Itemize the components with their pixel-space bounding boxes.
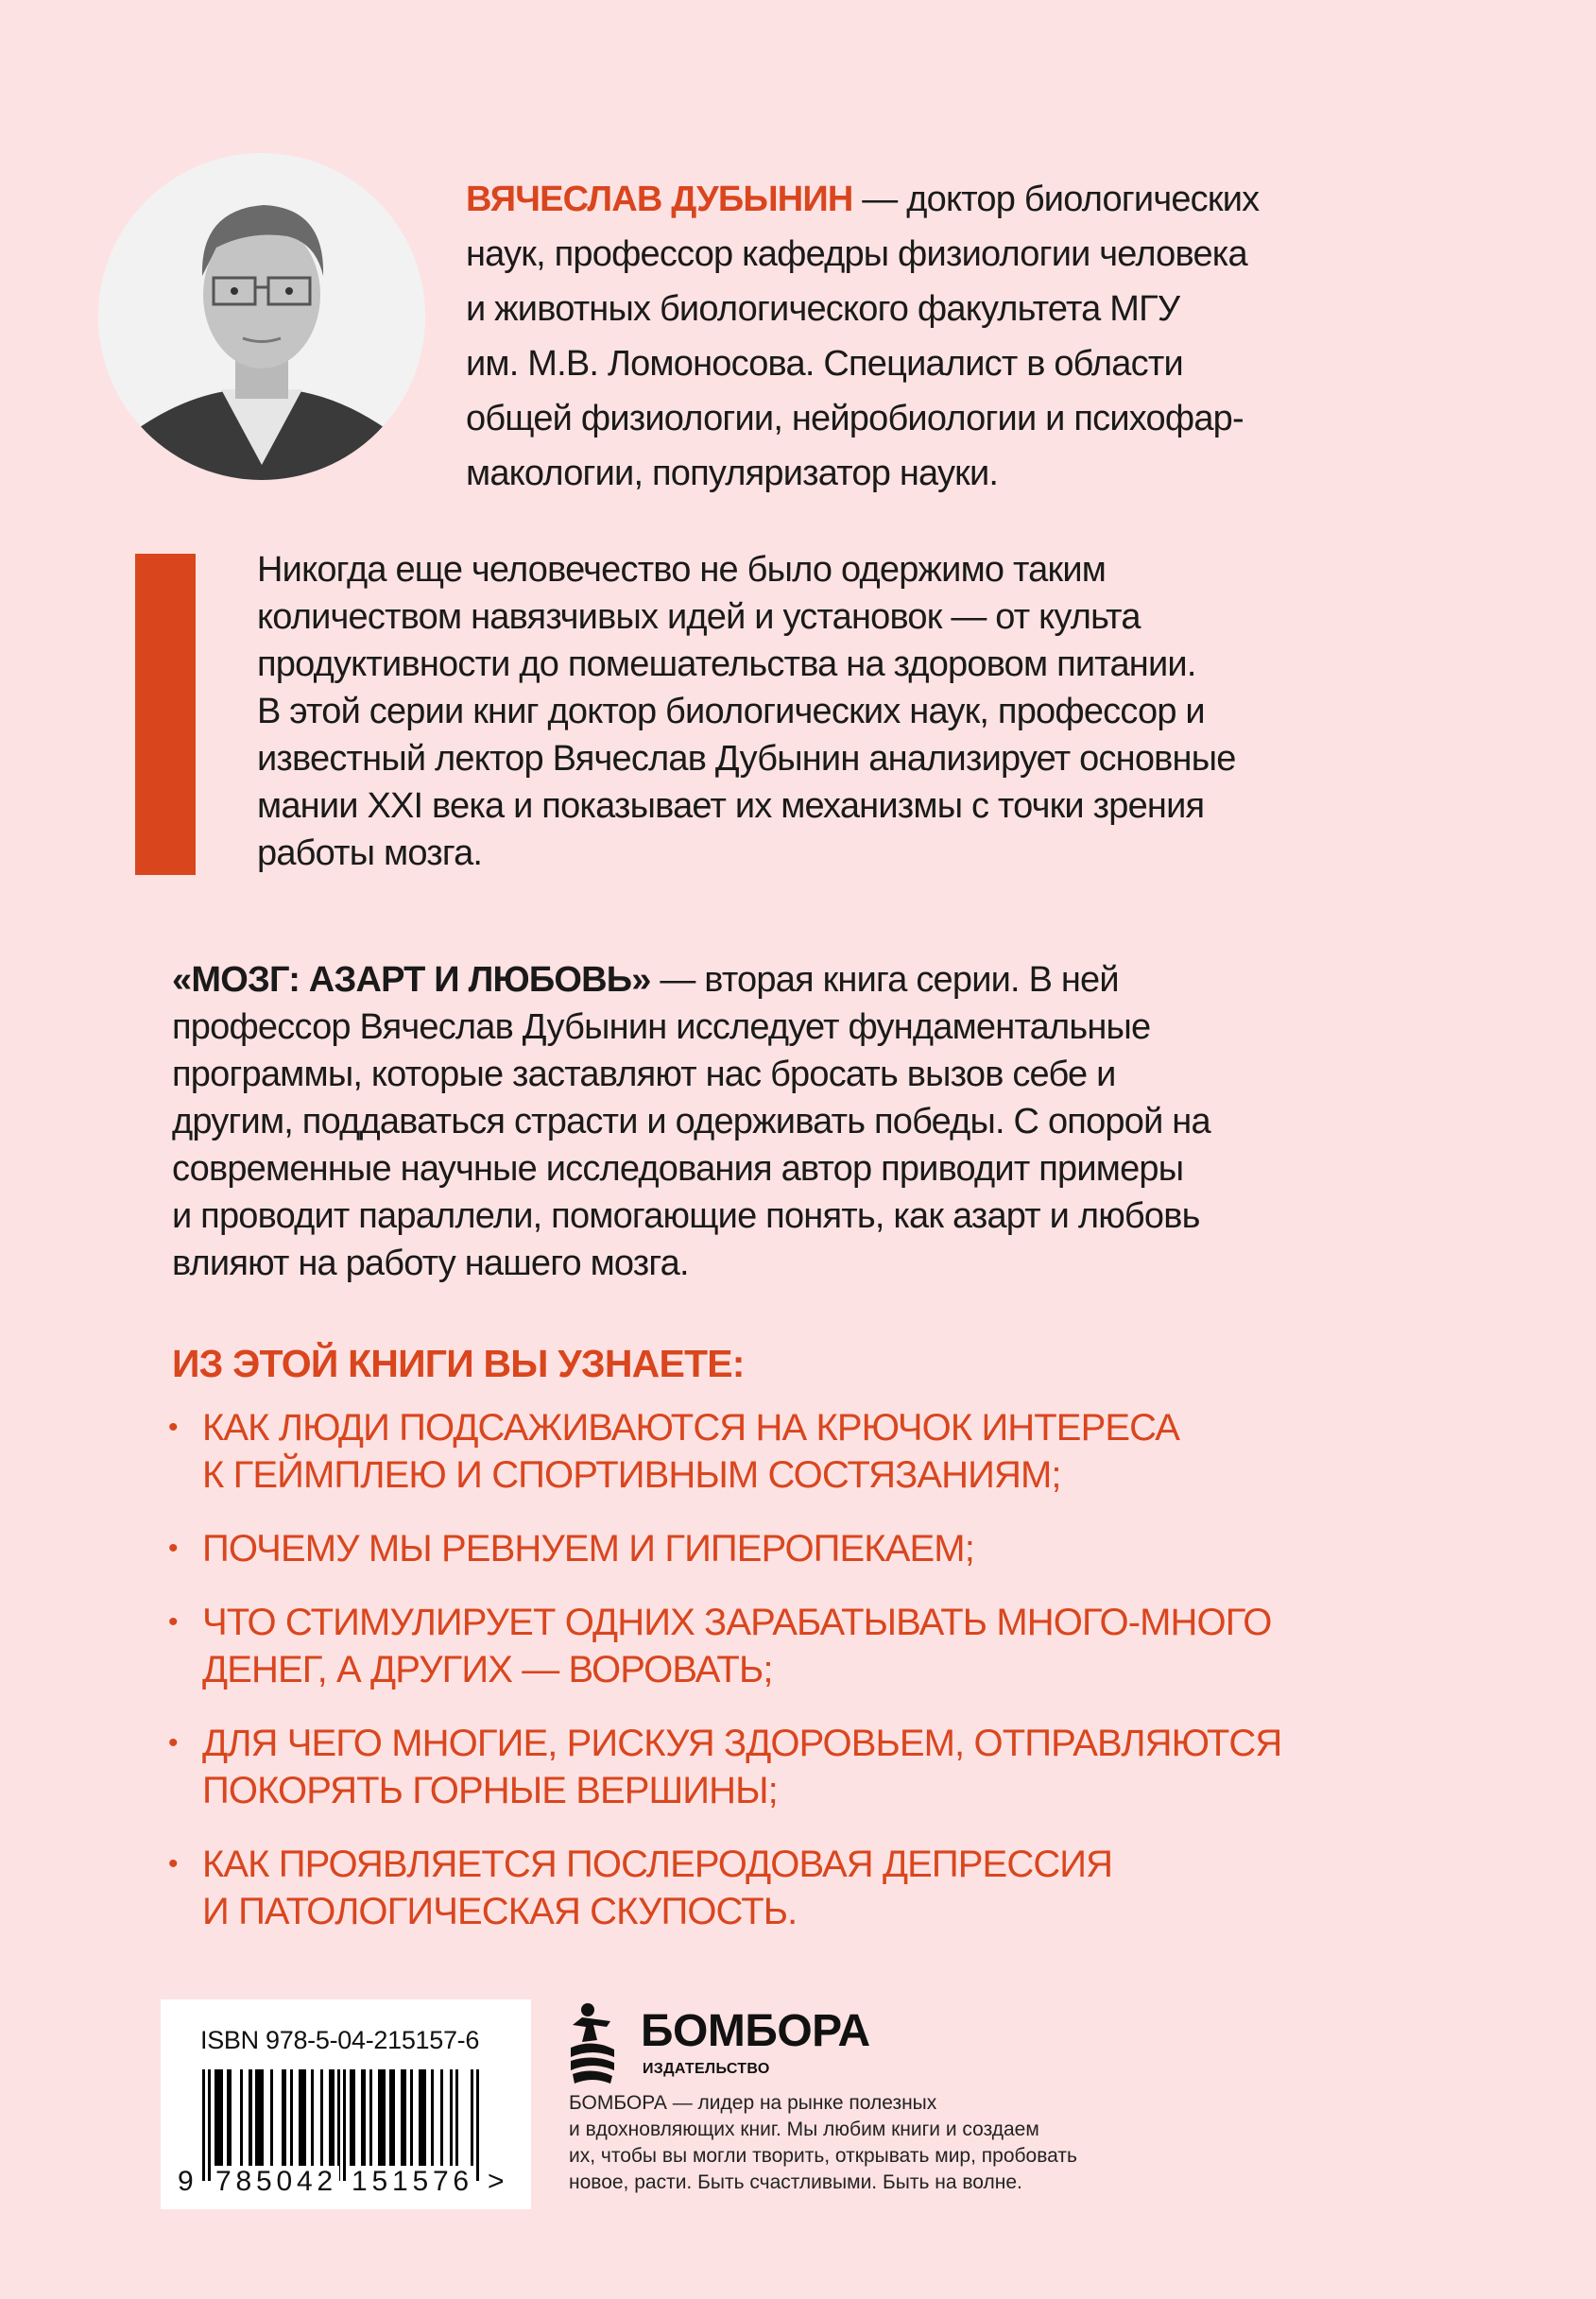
desc-line: «МОЗГ: АЗАРТ И ЛЮБОВЬ» — вторая книга серии. В ней bbox=[172, 960, 1119, 1000]
barcode-box bbox=[161, 1999, 531, 2209]
intro-line: количеством навязчивых идей и установок — от культа bbox=[257, 597, 1141, 637]
publisher-line: новое, расти. Быть счастливыми. Быть на волне. bbox=[569, 2171, 1022, 2193]
bio-line: ВЯЧЕСЛАВ ДУБЫНИН — доктор биологических bbox=[466, 180, 1260, 219]
intro-line: продуктивности до помешательства на здоровом питании. bbox=[257, 644, 1196, 684]
bullet-icon: • bbox=[168, 1412, 178, 1443]
author-photo bbox=[98, 153, 425, 480]
isbn-label: ISBN 978-5-04-215157-6 bbox=[200, 2026, 480, 2054]
intro-line: Никогда еще человечество не было одержимо таким bbox=[257, 550, 1107, 590]
learn-list bbox=[166, 1404, 1414, 1962]
publisher-description bbox=[569, 2090, 1249, 2196]
list-item: • ДЛЯ ЧЕГО МНОГИЕ, РИСКУЯ ЗДОРОВЬЕМ, ОТПРАВЛЯЮТСЯ ПОКОРЯТЬ ГОРНЫЕ ВЕРШИНЫ; bbox=[166, 1720, 1414, 1814]
intro-line: работы мозга. bbox=[257, 833, 483, 873]
publisher-line: их, чтобы вы могли творить, открывать мир, пробовать bbox=[569, 2145, 1077, 2167]
learn-heading: ИЗ ЭТОЙ КНИГИ ВЫ УЗНАЕТЕ: bbox=[172, 1342, 745, 1385]
list-item: • ПОЧЕМУ МЫ РЕВНУЕМ И ГИПЕРОПЕКАЕМ; bbox=[166, 1525, 1414, 1572]
bullet-icon: • bbox=[168, 1533, 178, 1564]
bio-line: общей физиологии, нейробиологии и психофар- bbox=[466, 399, 1244, 438]
desc-line: профессор Вячеслав Дубынин исследует фундаментальные bbox=[172, 1007, 1151, 1047]
bio-line: макологии, популяризатор науки. bbox=[466, 454, 999, 493]
intro-line: известный лектор Вячеслав Дубынин анализирует основные bbox=[257, 739, 1236, 779]
barcode-icon bbox=[202, 2069, 484, 2181]
list-item: • ЧТО СТИМУЛИРУЕТ ОДНИХ ЗАРАБАТЫВАТЬ МНОГО-МНОГО ДЕНЕГ, А ДРУГИХ — ВОРОВАТЬ; bbox=[166, 1599, 1414, 1693]
author-bio bbox=[466, 172, 1467, 501]
desc-line: современные научные исследования автор приводит примеры bbox=[172, 1149, 1184, 1189]
ean-digits: 9 785042 151576 > bbox=[178, 2166, 505, 2197]
publisher-subtitle: ИЗДАТЕЛЬСТВО bbox=[643, 2061, 770, 2077]
intro-line: В этой серии книг доктор биологических наук, профессор и bbox=[257, 692, 1205, 731]
publisher-line: и вдохновляющих книг. Мы любим книги и создаем bbox=[569, 2119, 1039, 2140]
desc-line: влияют на работу нашего мозга. bbox=[172, 1244, 689, 1283]
author-portrait-illustration bbox=[98, 153, 425, 480]
accent-bar bbox=[135, 554, 196, 875]
desc-line: другим, поддаваться страсти и одерживать победы. С опорой на bbox=[172, 1102, 1210, 1141]
bio-line: им. М.В. Ломоносова. Специалист в области bbox=[466, 344, 1183, 384]
publisher-logo bbox=[569, 2000, 870, 2085]
desc-line: программы, которые заставляют нас бросать вызов себе и bbox=[172, 1055, 1116, 1094]
list-item: • КАК ЛЮДИ ПОДСАЖИВАЮТСЯ НА КРЮЧОК ИНТЕРЕСА К ГЕЙМПЛЕЮ И СПОРТИВНЫМ СОСТЯЗАНИЯМ; bbox=[166, 1404, 1414, 1499]
author-name: ВЯЧЕСЛАВ ДУБЫНИН bbox=[466, 180, 853, 219]
series-intro bbox=[257, 546, 1448, 877]
book-description bbox=[172, 956, 1438, 1287]
publisher-line: БОМБОРА — лидер на рынке полезных bbox=[569, 2092, 937, 2114]
surfer-logo-icon bbox=[569, 2000, 616, 2085]
book-title: «МОЗГ: АЗАРТ И ЛЮБОВЬ» bbox=[172, 960, 651, 1000]
bullet-icon: • bbox=[168, 1848, 178, 1879]
bio-line: наук, профессор кафедры физиологии человека bbox=[466, 234, 1247, 274]
intro-line: мании XXI века и показывает их механизмы с точки зрения bbox=[257, 786, 1205, 826]
bullet-icon: • bbox=[168, 1606, 178, 1638]
list-item: • КАК ПРОЯВЛЯЕТСЯ ПОСЛЕРОДОВАЯ ДЕПРЕССИЯ И ПАТОЛОГИЧЕСКАЯ СКУПОСТЬ. bbox=[166, 1841, 1414, 1935]
publisher-name: БОМБОРА bbox=[641, 2006, 870, 2056]
bio-line: и животных биологического факультета МГУ bbox=[466, 289, 1180, 329]
desc-line: и проводит параллели, помогающие понять, как азарт и любовь bbox=[172, 1196, 1200, 1236]
bullet-icon: • bbox=[168, 1727, 178, 1759]
